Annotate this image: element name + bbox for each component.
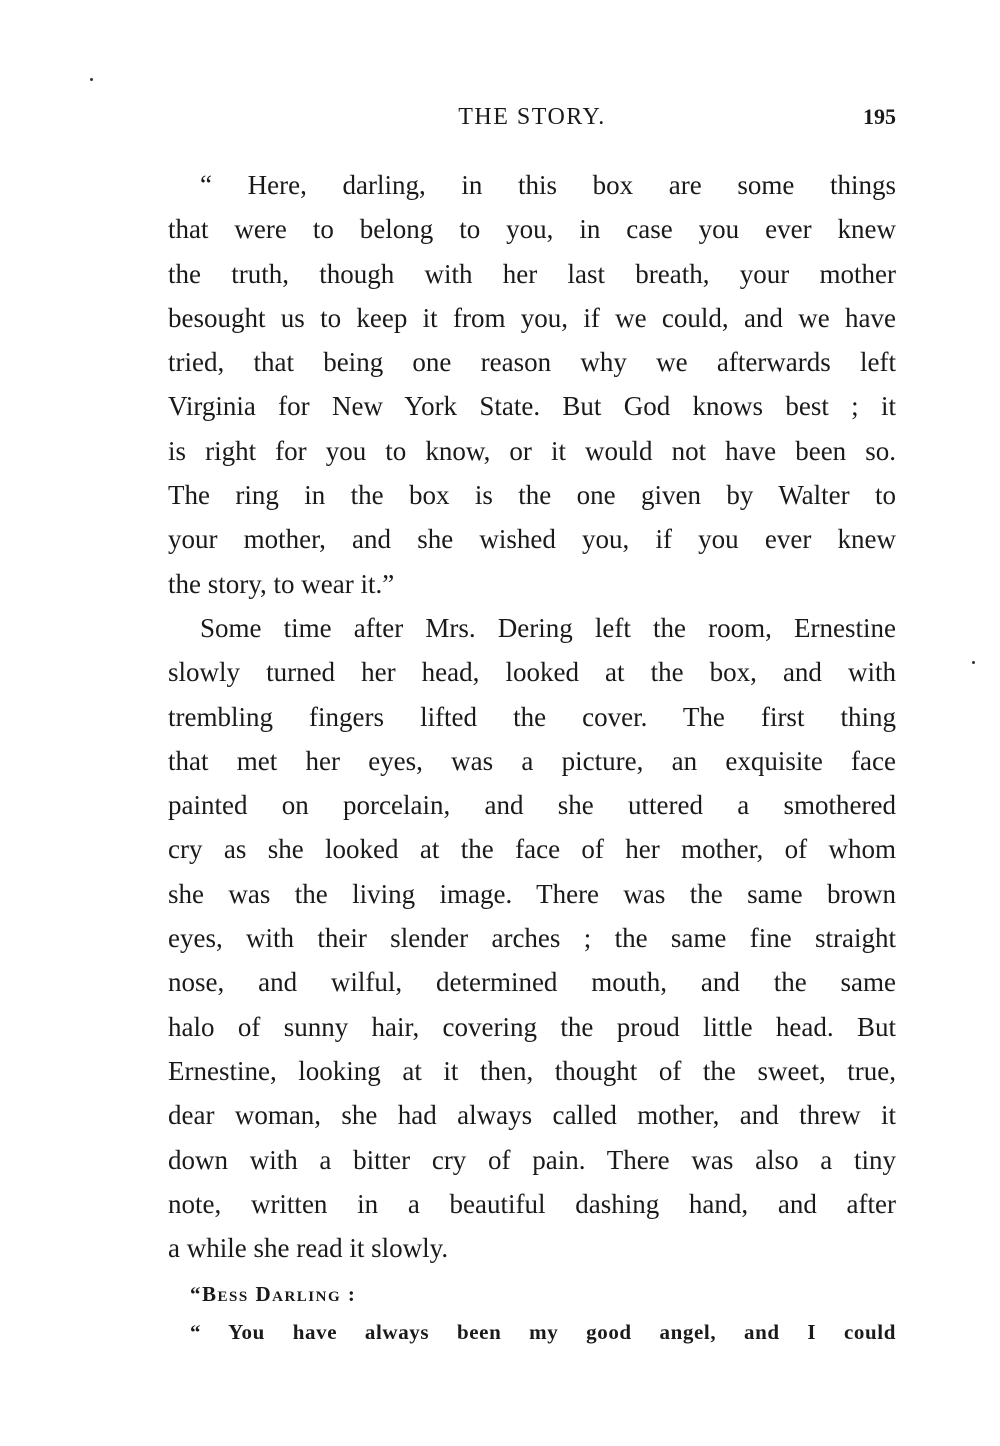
text-line: she was the living image. There was the same brown: [168, 878, 896, 909]
text-line: Virginia for New York State. But God knows best ; it: [168, 391, 896, 422]
text-line: the truth, though with her last breath, your mother: [168, 258, 896, 289]
page-number: 195: [863, 104, 896, 129]
text-line: Ernestine, looking at it then, thought of the sweet, true,: [168, 1055, 896, 1086]
text-line: nose, and wilful, determined mouth, and the same: [168, 967, 896, 998]
paragraph: [168, 606, 896, 1270]
text-line: painted on porcelain, and she uttered a smothered: [168, 790, 896, 821]
paragraph: [168, 163, 896, 606]
text-line: note, written in a beautiful dashing hand, and after: [168, 1188, 896, 1219]
text-line: down with a bitter cry of pain. There was also a tiny: [168, 1144, 896, 1175]
text-line: dear woman, she had always called mother, and threw it: [168, 1100, 896, 1131]
text-line: cry as she looked at the face of her mother, of whom: [168, 834, 896, 865]
text-line: slowly turned her head, looked at the box, and with: [168, 657, 896, 688]
text-line: trembling fingers lifted the cover. The first thing: [168, 701, 896, 732]
letter-excerpt: [168, 1275, 896, 1351]
text-line: Some time after Mrs. Dering left the room, Ernestine: [200, 612, 896, 643]
text-line: the story, to wear it.”: [168, 568, 395, 599]
text-line: is right for you to know, or it would not have been so.: [168, 435, 896, 466]
text-line: halo of sunny hair, covering the proud little head. But: [168, 1011, 896, 1042]
text-line: eyes, with their slender arches ; the same fine straight: [168, 923, 896, 954]
body-text: [168, 163, 896, 1270]
text-line: besought us to keep it from you, if we could, and we have: [168, 302, 896, 333]
running-title: THE STORY.: [458, 104, 606, 130]
page-speck: [972, 661, 975, 664]
text-line: “ Here, darling, in this box are some things: [200, 170, 896, 200]
letter-line: “ You have always been my good angel, and I could: [190, 1320, 896, 1344]
text-line: your mother, and she wished you, if you ever knew: [168, 524, 896, 555]
text-line: a while she read it slowly.: [168, 1233, 449, 1264]
text-line: The ring in the box is the one given by Walter to: [168, 480, 896, 511]
text-line: tried, that being one reason why we afterwards left: [168, 347, 896, 378]
letter-salutation: “Bess Darling :: [190, 1282, 357, 1306]
text-line: that were to belong to you, in case you ever knew: [168, 214, 896, 245]
running-head: [168, 100, 896, 136]
page-speck: [90, 78, 93, 81]
text-line: that met her eyes, was a picture, an exquisite face: [168, 745, 896, 776]
